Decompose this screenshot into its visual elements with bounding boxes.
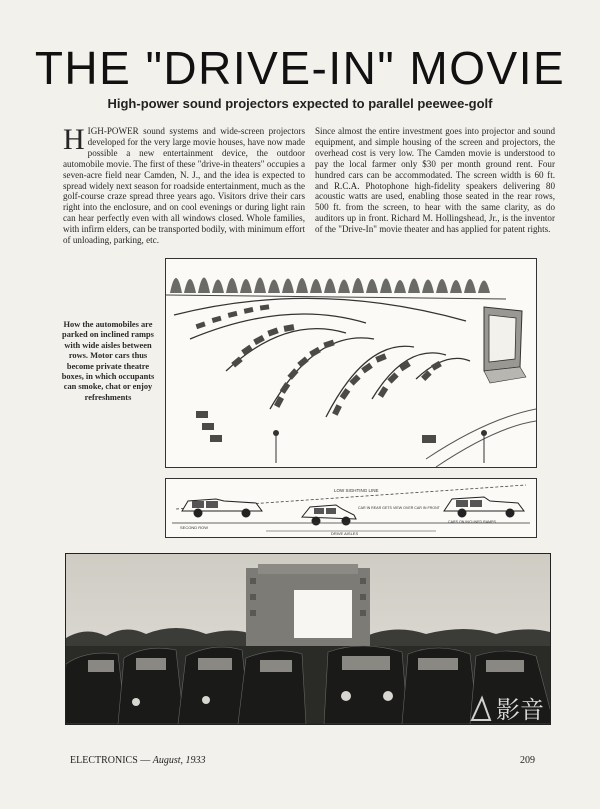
figure-caption: How the automobiles are parked on inclined ramps with wide aisles between rows. Motor cars thus become private theatre boxes, in which occupants can smoke, chat or enjoy refreshments: [61, 320, 155, 402]
left-column-text: IGH-POWER sound systems and wide-screen projectors developed for the very large movie houses, have now made possible a new entertainment device, the outdoor automobile movie. The first of these "drive-in theaters" occupies a seven-acre field near Camden, N. J., and the idea is expected to spread widely next season for roadside entertainment, much as the golf-course craze spread three years ago. Visitors drive their cars right into the enclosure, and on cool evenings or during light rain can hear perfectly even with all windows closed. Whole families, with infirm elders, can be transported bodily, with minimum effort of unloading, parking, etc.: [63, 126, 305, 246]
drive-in-aerial-illustration: [165, 258, 537, 468]
watermark-logo: [468, 690, 578, 726]
label-sighting-line: LOW SIGHTING LINE: [334, 488, 379, 493]
label-rear-view: CAR IN REAR GETS VIEW OVER CAR IN FRONT: [358, 506, 440, 510]
footer-magazine-name: ELECTRONICS —: [70, 755, 153, 766]
article-subtitle: High-power sound projectors expected to parallel peewee-golf: [107, 96, 493, 111]
page-number: 209: [520, 755, 535, 766]
right-text-column: Since almost the entire investment goes into projector and sound equipment, and simple housing of the screen and projectors, the overhead cost is very low. The Camden movie is understood to pay the local farmer only $30 per month ground rent. Four hundred cars can be accommodated. The screen width is 60 ft. and R.C.A. Photophone high-fidelity speakers delivering 80 acoustic watts are used, enabling those seated in the rear rows, 500 ft. from the screen, to hear with the same clarity, as do auditors up in front. Richard M. Hollingshead, Jr., is the inventor of the "Drive-In" movie theater and has applied for patent rights.: [315, 126, 555, 235]
sightline-cross-section-diagram: [165, 478, 537, 538]
article-title: THE "DRIVE-IN" MOVIE: [34, 42, 566, 94]
aerial-drawing: [166, 259, 536, 467]
drop-cap: H: [63, 126, 85, 156]
watermark-icon: [468, 690, 578, 726]
left-text-column: [63, 126, 305, 256]
label-inclined-ramps: CARS ON INCLINED RAMPS: [448, 520, 496, 524]
watermark-text: 影音: [496, 697, 544, 724]
label-second-row: SECOND ROW: [180, 525, 208, 530]
footer-issue-date: August, 1933: [152, 755, 206, 766]
footer-publication: [70, 754, 206, 768]
label-drive-aisles: DRIVE AISLES: [331, 531, 359, 536]
cross-section-drawing: [166, 479, 536, 537]
